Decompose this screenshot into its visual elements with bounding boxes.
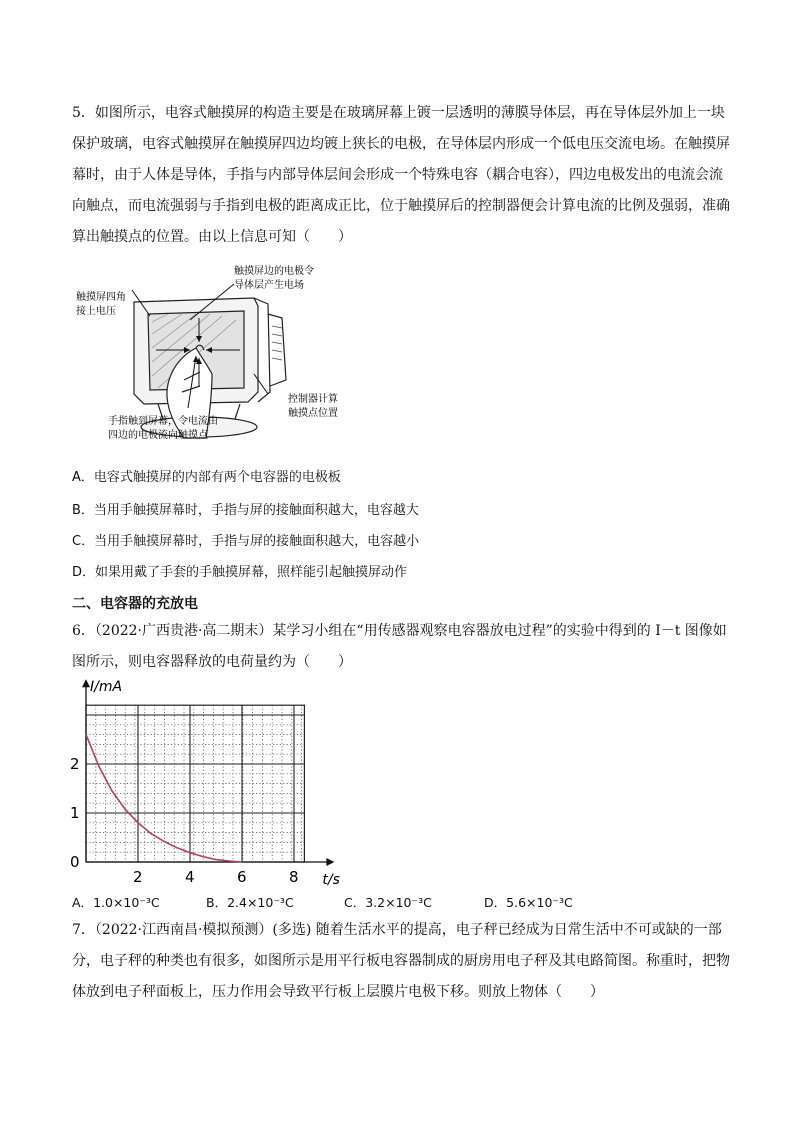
label-right-1: 控制器计算 bbox=[288, 394, 338, 405]
label-right-2: 触摸点位置 bbox=[288, 408, 338, 419]
question-6-text: 6．（2022·广西贵港·高二期末）某学习小组在“用传感器观察电容器放电过程”的实验中得到的 I－t 图像如图所示，则电容器释放的电荷量约为（ ） bbox=[72, 623, 727, 670]
y-tick-label: 2 bbox=[70, 755, 80, 773]
q6-choice-b-label: B． bbox=[206, 895, 228, 910]
it-chart bbox=[70, 678, 340, 888]
x-tick-label: 4 bbox=[185, 868, 195, 886]
q5-option-b[interactable]: B．当用手触摸屏幕时，手指与屏的接触面积越大，电容越大 bbox=[72, 503, 419, 518]
q6-choice-c-value: 3.2×10⁻³C bbox=[365, 895, 432, 910]
q6-choice-a[interactable] bbox=[72, 893, 160, 911]
q6-choice-b[interactable] bbox=[206, 893, 294, 911]
q6-choice-b-value: 2.4×10⁻³C bbox=[227, 895, 294, 910]
label-top-1: 触摸屏边的电极令 bbox=[234, 266, 314, 277]
q5-option-a[interactable]: A．电容式触摸屏的内部有两个电容器的电极板 bbox=[72, 470, 341, 485]
label-left-1: 触摸屏四角 bbox=[76, 292, 126, 303]
x-axis-label: t/s bbox=[322, 872, 340, 888]
q6-choice-d-value: 5.6×10⁻³C bbox=[506, 895, 573, 910]
q6-choice-d-label: D． bbox=[484, 895, 507, 910]
q5-option-c[interactable]: C．当用手触摸屏幕时，手指与屏的接触面积越大，电容越小 bbox=[72, 534, 420, 549]
label-top-2: 导体层产生电场 bbox=[234, 280, 304, 291]
section-title: 二、电容器的充放电 bbox=[72, 596, 198, 612]
label-bottom-1: 手指触到屏幕，令电流由 bbox=[108, 416, 218, 427]
y-tick-label: 0 bbox=[70, 853, 80, 871]
y-axis-label: I/mA bbox=[90, 679, 123, 696]
question-7-text: 7．（2022·江西南昌·模拟预测）(多选) 随着生活水平的提高，电子秤已经成为日常生活中不可或缺的一部分，电子秤的种类也有很多，如图所示是用平行板电容器制成的厨房用电子秤及其电路简图。称重时，把物体放到电子秤面板上，压力作用会导致平行板上层膜片电极下移。则放上物体（ ） bbox=[72, 922, 730, 1000]
touchscreen-figure bbox=[72, 262, 372, 452]
label-left-2: 接上电压 bbox=[76, 306, 116, 317]
x-tick-label: 2 bbox=[133, 868, 143, 886]
chart-grid bbox=[86, 705, 304, 862]
x-tick-label: 6 bbox=[237, 868, 247, 886]
q6-choice-a-value: 1.0×10⁻³C bbox=[93, 895, 160, 910]
q6-choice-a-label: A． bbox=[72, 895, 94, 910]
x-axis-arrow bbox=[326, 858, 334, 866]
question-5-text: 5．如图所示，电容式触摸屏的构造主要是在玻璃屏幕上镀一层透明的薄膜导体层，再在导体层外加上一块保护玻璃，电容式触摸屏在触摸屏四边均镀上狭长的电极，在导体层内形成一个低电压交流电场。在触摸屏幕时，由于人体是导体，手指与内部导体层间会形成一个特殊电容（耦合电容），四边电极发出的电流会流向触点，而电流强弱与手指到电极的距离成正比，位于触摸屏后的控制器便会计算电流的比例及强弱，准确算出触摸点的位置。由以上信息可知（ ） bbox=[72, 105, 730, 245]
q6-choice-c-label: C． bbox=[344, 895, 366, 910]
q6-choice-d[interactable] bbox=[484, 893, 573, 911]
y-tick-label: 1 bbox=[70, 804, 80, 822]
y-axis-arrow bbox=[82, 679, 90, 687]
q6-choice-c[interactable] bbox=[344, 893, 432, 911]
x-tick-label: 8 bbox=[289, 868, 299, 886]
label-bottom-2: 四边的电极流向触摸点 bbox=[108, 430, 208, 441]
q5-option-d[interactable]: D．如果用戴了手套的手触摸屏幕，照样能引起触摸屏动作 bbox=[72, 565, 408, 580]
